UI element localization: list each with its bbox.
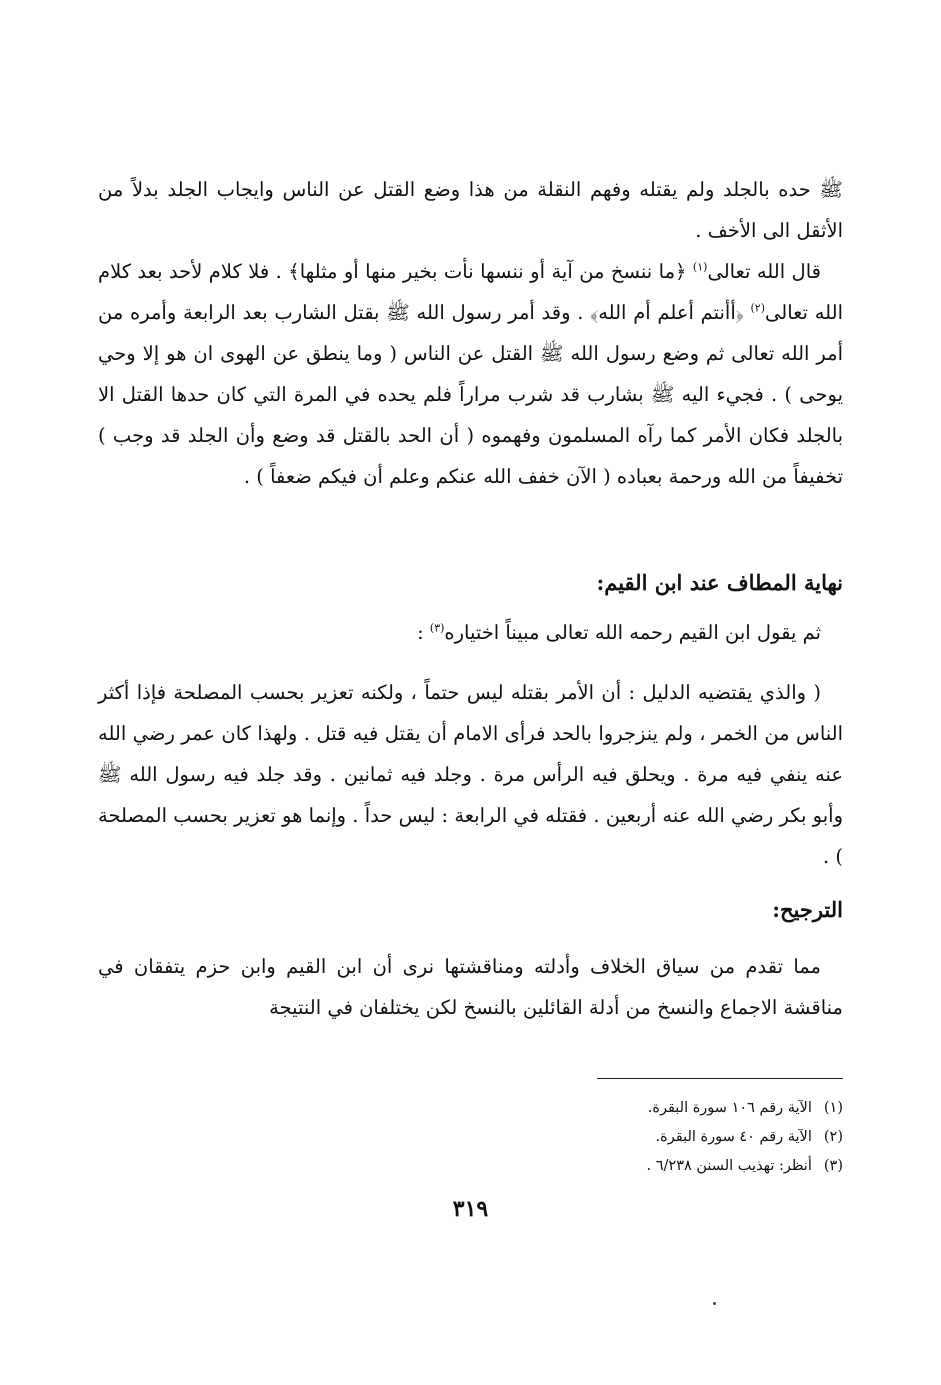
footnotes-list bbox=[243, 1094, 843, 1181]
footnote-item bbox=[243, 1094, 843, 1123]
footnote-number: (٢) bbox=[823, 1129, 843, 1145]
paragraph-quran-citation bbox=[98, 251, 843, 497]
footnote-text: أنظر: تهذيب السنن ٦/٢٣٨ . bbox=[646, 1158, 812, 1174]
paragraph-text: مما تقدم من سياق الخلاف وأدلته ومناقشتها نرى أن ابن القيم وابن حزم يتفقان في مناقشة الاجماع والنسخ من أدلة القائلين بالنسخ لكن يختلفان في النتيجة bbox=[98, 955, 843, 1019]
footnote-text: الآية رقم ١٠٦ سورة البقرة. bbox=[647, 1100, 812, 1116]
footnote-reference-1[interactable]: (١) bbox=[692, 260, 708, 274]
paragraph-intro-quote bbox=[98, 612, 843, 653]
scan-speck bbox=[713, 1302, 716, 1305]
paragraph-text bbox=[98, 251, 843, 497]
section-heading-container bbox=[98, 889, 843, 930]
paragraph-quotation bbox=[98, 672, 843, 877]
footnote-item bbox=[243, 1152, 843, 1181]
paragraph-conclusion bbox=[98, 946, 843, 1028]
paragraph-text bbox=[98, 612, 843, 653]
footnote-number: (٣) bbox=[823, 1158, 843, 1174]
section-heading: نهاية المطاف عند ابن القيم: bbox=[596, 570, 843, 595]
paragraph-text: ( والذي يقتضيه الدليل : أن الأمر بقتله ليس حتماً ، ولكنه تعزير بحسب المصلحة فإذا أكثر الناس من الخمر ، ولم ينزجروا بالحد فرأى الامام أن يقتل فيه قتل . ولهذا كان عمر رضي الله عنه ينفي فيه مرة . ويحلق فيه الرأس مرة . وجلد فيه ثمانين . وقد جلد فيه رسول الله ﷺ وأبو بكر رضي الله عنه أربعين . فقتله في الرابعة : ليس حداً . وإنما هو تعزير بحسب المصلحة ) . bbox=[98, 681, 843, 868]
footnote-number: (١) bbox=[823, 1100, 843, 1116]
paragraph-segment: ﴿أأنتم أعلم أم الله﴾ . وقد أمر رسول الله ﷺ بقتل الشارب بعد الرابعة وأمره من أمر الله تعالى ثم وضع رسول الله ﷺ القتل عن الناس ( وما ينطق عن الهوى ان هو إلا وحي يوحى ) . فجيء اليه ﷺ بشارب قد شرب مراراً فلم يحده في المرة التي كان حدها القتل الا بالجلد فكان الأمر كما رآه المسلمون وفهموه ( أن الحد بالقتل قد وضع وأن الجلد قد وجب ) تخفيفاً من الله ورحمة بعباده ( الآن خفف الله عنكم وعلم أن فيكم ضعفاً ) . bbox=[98, 301, 843, 488]
paragraph-continuation bbox=[98, 169, 843, 251]
footnote-item bbox=[243, 1123, 843, 1152]
paragraph-segment: قال الله تعالى bbox=[707, 260, 821, 283]
section-heading-container bbox=[98, 562, 843, 603]
footnote-reference-2[interactable]: (٢) bbox=[750, 301, 766, 315]
paragraph-segment: : bbox=[417, 621, 430, 644]
footnote-separator bbox=[597, 1078, 843, 1079]
paragraph-segment: ﴿ما ننسخ من آية أو ننسها نأت بخير منها أو مثلها﴾ . فلا كلام لأحد بعد كلام الله تعالى bbox=[98, 260, 843, 324]
paragraph-text: ﷺ حده بالجلد ولم يقتله وفهم النقلة من هذا وضع القتل عن الناس وايجاب الجلد بدلاً من الأثقل الى الأخف . bbox=[98, 178, 843, 242]
section-heading: الترجيح: bbox=[772, 897, 843, 922]
footnote-text: الآية رقم ٤٠ سورة البقرة. bbox=[655, 1129, 812, 1145]
page-number: ٣١٩ bbox=[452, 1196, 489, 1222]
footnote-reference-3[interactable]: (٣) bbox=[429, 621, 445, 635]
paragraph-segment: ثم يقول ابن القيم رحمه الله تعالى مبيناً اختياره bbox=[444, 621, 821, 644]
